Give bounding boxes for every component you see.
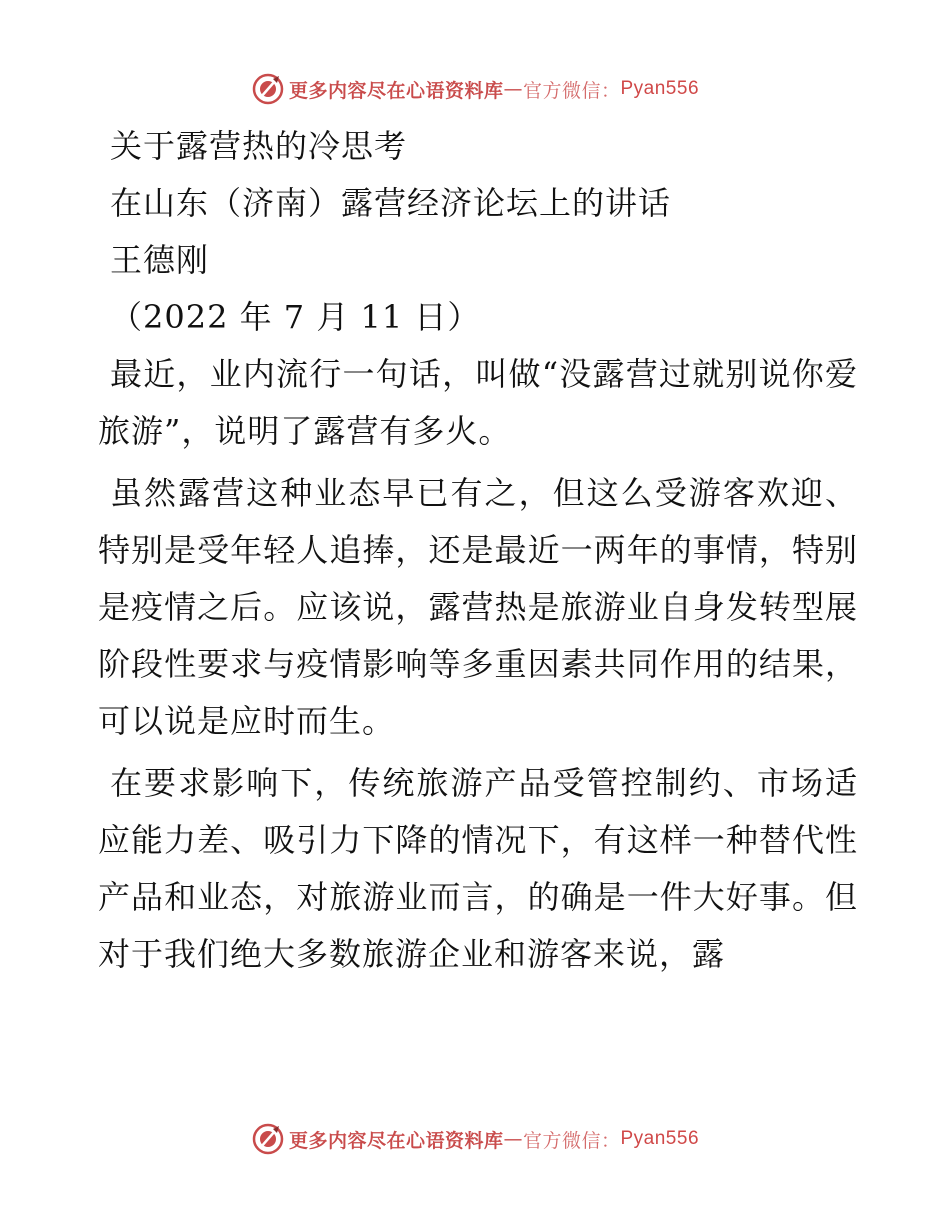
document-title: 关于露营热的冷思考: [110, 127, 408, 165]
document-author: 王德刚: [110, 241, 210, 279]
watermark-handle: Pyan556: [620, 78, 700, 99]
watermark-dash: —: [503, 78, 523, 100]
watermark-footer: [0, 1122, 950, 1156]
watermark-sub-text: 官方微信：: [522, 79, 621, 102]
watermark-main-text: 更多内容尽在心语资料库: [288, 1129, 504, 1152]
paragraph: 虽然露营这种业态早已有之，但这么受游客欢迎、特别是受年轻人追捧，还是最近一两年的事情，特别是疫情之后。应该说，露营热是旅游业自身发转型展阶段性要求与疫情影响等多重因素共同作用的结果，可以说是应时而生。: [98, 474, 858, 740]
watermark-header: [0, 72, 950, 106]
watermark-sub-text: 官方微信：: [522, 1129, 621, 1152]
document-subtitle: 在山东（济南）露营经济论坛上的讲话: [110, 184, 672, 222]
pen-circle-logo-icon: [251, 72, 285, 106]
paragraph: 在要求影响下，传统旅游产品受管控制约、市场适应能力差、吸引力下降的情况下，有这样一种替代性产品和业态，对旅游业而言，的确是一件大好事。但对于我们绝大多数旅游企业和游客来说，露: [98, 764, 858, 973]
paragraph: 最近，业内流行一句话，叫做“没露营过就别说你爱旅游”，说明了露营有多火。: [98, 355, 858, 450]
watermark-handle: Pyan556: [620, 1128, 700, 1149]
document-body: [98, 118, 858, 983]
watermark-main-text: 更多内容尽在心语资料库: [288, 79, 504, 102]
document-date: （2022 年 7 月 11 日）: [110, 298, 481, 336]
watermark-dash: —: [503, 1128, 523, 1150]
pen-circle-logo-icon: [251, 1122, 285, 1156]
